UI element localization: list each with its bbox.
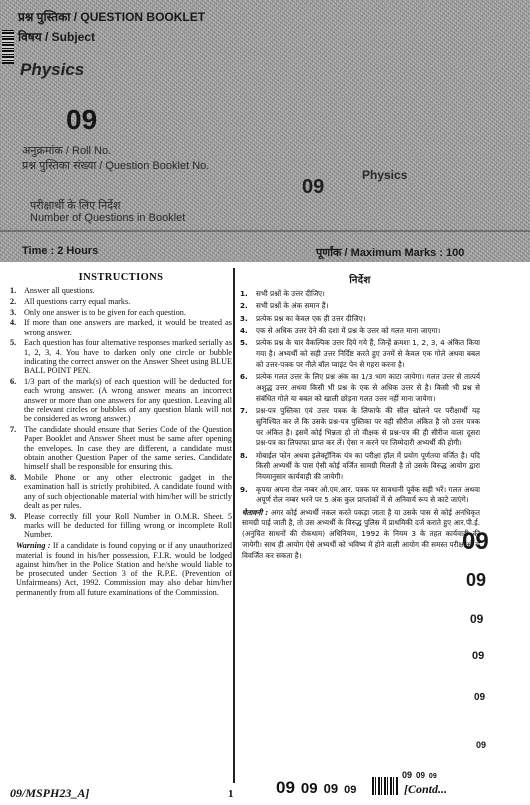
item-number: 9.: [240, 484, 248, 494]
list-item: [10, 425, 232, 471]
item-number: 9.: [10, 511, 17, 521]
subject-name: Physics: [20, 60, 85, 79]
continued-label: [Contd...: [404, 782, 448, 796]
list-item: [240, 314, 480, 325]
booklet-code: 09: [66, 104, 98, 135]
series-code: 09: [323, 781, 339, 796]
list-item: [240, 326, 480, 337]
series-code: 09: [300, 780, 318, 797]
item-text: All questions carry equal marks.: [24, 296, 131, 306]
item-text: एक से अधिक उत्तर देने की दशा में प्रश्न के उत्तर को गलत माना जाएगा।: [256, 325, 441, 335]
column-divider: [233, 268, 235, 783]
roll-number-label: अनुक्रमांक / Roll No.: [22, 145, 112, 157]
booklet-number-label: प्रश्न पुस्तिका संख्या / Question Booklet No.: [22, 160, 210, 172]
series-mark: 09: [472, 650, 485, 662]
list-item: [10, 318, 232, 337]
item-text: Each question has four alternative responses marked serially as 1, 2, 3, 4. You have to darken only one circle or bubble indicating the correct answer on the Answer Sheet using BLUE BALL POINT PEN.: [24, 338, 232, 376]
item-number: 7.: [240, 405, 248, 415]
max-marks-label: पूर्णांक / Maximum Marks : 100: [316, 247, 465, 259]
item-number: 6.: [10, 377, 17, 387]
series-mark: 09: [466, 570, 487, 590]
paper-code: 09/MSPH23_A]: [10, 786, 90, 800]
list-item: [10, 338, 232, 375]
barcode: [2, 30, 14, 64]
item-text: Only one answer is to be given for each question.: [24, 307, 186, 317]
warning-block: [10, 541, 232, 597]
warning-label-hindi: चेतावनी :: [242, 507, 269, 517]
list-item: [10, 377, 232, 423]
item-text: सभी प्रश्नों के अंक समान हैं।: [256, 301, 329, 311]
list-item: [240, 301, 480, 312]
item-text: प्रश्न-पत्र पुस्तिका एवं उत्तर पत्रक के लिफाफे की सील खोलने पर परीक्षार्थी यह सुनिश्चित कर लें कि उसके प्रश्न-पत्र पुस्तिका पर वही सीरीज अंकित है जो उत्तर पत्रक पर अंकित है। इसमें कोई भिन्नता हो तो वीक्षक से प्रश्न-पत्र की ही सीरीज वाला दूसरा प्रश्न-पत्र का लिफाफा प्राप्त कर लें। ऐसा न करने पर जिम्मेदारी अभ्यर्थी की होगी।: [256, 405, 480, 448]
item-text: Answer all questions.: [24, 286, 95, 295]
item-text: Please correctly fill your Roll Number in O.M.R. Sheet. 5 marks will be deducted for filling wrong or incomplete Roll Number.: [24, 511, 232, 540]
warning-text-hindi: अगर कोई अभ्यर्थी नकल करते पकड़ा जाता है या उसके पास से कोई अनधिकृत सामग्री पाई जाती है, तो उस अभ्यर्थी के विरुद्ध पुलिस में प्राथमिकी दर्ज कराते हुए आर.पी.ई. (अनुचित साधनों की रोकथाम) अधिनियम, 1992 के नियम 3 के तहत कार्यवाही की जायेगी। साथ ही आयोग ऐसे अभ्यर्थी को भविष्य में होने वाली आयोग की समस्त परीक्षाओं से विवर्जित कर सकता है।: [242, 507, 480, 560]
item-text: If more than one answers are marked, it would be treated as wrong answer.: [24, 318, 232, 337]
series-code: 09: [276, 778, 295, 797]
item-number: 1.: [240, 289, 248, 298]
candidate-instructions-label: परीक्षार्थी के लिए निर्देश: [30, 200, 121, 212]
item-text: प्रत्येक प्रश्न का केवल एक ही उत्तर दीजिए।: [256, 313, 366, 323]
list-item: [240, 485, 480, 507]
item-number: 2.: [10, 296, 17, 306]
list-item: [240, 372, 480, 404]
item-text: कृपया अपना रोल नम्बर ओ.एम.आर. पत्रक पर सावधानी पूर्वक सही भरें। गलत अथवा अपूर्ण रोल नम्बर भरने पर 5 अंक कुल प्राप्तांकों में से अनिवार्य रूप से काटे जाएंगे।: [256, 484, 480, 505]
warning-text: If a candidate is found copying or if any unauthorized material is found in his/her possession, F.I.R. would be lodged against him/her in the Police Station and he/she would liable to be prosecuted under Section 3 of the R.P.E. (Prevention of Unfairmeans) Act, 1992. Commission may also debar him/her permanently from all future examinations of the Commission.: [16, 541, 233, 597]
item-number: 5.: [240, 338, 248, 348]
list-item: [10, 473, 232, 510]
booklet-top-line: प्रश्न पुस्तिका / QUESTION BOOKLET: [18, 10, 206, 24]
subject-label: विषय / Subject: [18, 30, 96, 44]
series-code: 09: [402, 770, 413, 780]
list-item: [10, 512, 232, 540]
item-number: 6.: [240, 372, 248, 382]
item-text: प्रत्येक प्रश्न के चार वैकल्पिक उत्तर दिये गये हैं, जिन्हें क्रमशः 1, 2, 3, 4 अंकित किया गया है। अभ्यर्थी को सही उत्तर निर्दिष्ट करते हुए उनमें से केवल एक गोले अथवा बबल को उत्तर-पत्रक पर नीले बॉल प्वाइंट पेन से गहरा करना है।: [256, 338, 480, 369]
footer-barcode: [372, 777, 398, 795]
series-code: 09: [344, 784, 357, 796]
series-mark: 09: [470, 612, 484, 626]
item-number: 5.: [10, 338, 17, 348]
item-number: 3.: [10, 307, 17, 317]
series-code: 09: [416, 771, 425, 780]
item-number: 4.: [240, 325, 248, 335]
instructions-title-hindi: निर्देश: [349, 275, 371, 286]
list-item: [10, 286, 232, 295]
header-rule: [0, 230, 530, 232]
instructions-list: [10, 286, 232, 540]
instructions-hindi: [240, 272, 480, 562]
page-number: 1: [228, 788, 234, 800]
subject-name-right: Physics: [362, 168, 408, 182]
list-item: [240, 289, 480, 300]
item-number: 2.: [240, 301, 248, 311]
item-number: 7.: [10, 425, 17, 435]
list-item: [10, 297, 232, 306]
booklet-header: [0, 0, 530, 262]
list-item: [240, 338, 480, 370]
item-text: The candidate should ensure that Series Code of the Question Paper Booklet and Answer Sheet must be same after opening the envelopes. In case they are different, a candidate must obtain another Question Paper of the same series. Candidate himself shall be responsible for ensuring this.: [24, 425, 232, 472]
list-item: [240, 406, 480, 449]
warning-label: Warning :: [16, 541, 51, 551]
item-number: 4.: [10, 318, 17, 328]
list-item: [10, 308, 232, 317]
item-number: 3.: [240, 313, 248, 323]
item-number: 8.: [10, 473, 17, 483]
time-label: Time : 2 Hours: [22, 245, 99, 257]
item-text: मोबाईल फोन अथवा इलेक्ट्रॉनिक यंत्र का परीक्षा हॉल में प्रयोग पूर्णतया वर्जित है। यदि किसी अभ्यर्थी के पास ऐसी कोई वर्जित सामग्री मिलती है तो उसके विरुद्ध आयोग द्वारा नियमानुसार कार्यवाही की जायेगी।: [256, 450, 480, 482]
item-text: सभी प्रश्नों के उत्तर दीजिए।: [256, 289, 325, 298]
instructions-english: [10, 272, 232, 597]
booklet-code-right: 09: [302, 176, 325, 198]
list-item: [240, 451, 480, 483]
item-text: Mobile Phone or any other electronic gadget in the examination hall is strictly prohibited. A candidate found with any of such objectionable material with him/her will be strictly dealt as per rules.: [24, 473, 232, 511]
instructions-list-hindi: [240, 289, 480, 506]
series-mark: 09: [476, 740, 487, 750]
series-mark: 09: [474, 692, 486, 703]
instructions-title: INSTRUCTIONS: [78, 272, 164, 283]
footer-series-codes: [276, 778, 356, 798]
question-count-label: Number of Questions in Booklet: [30, 212, 186, 224]
warning-block-hindi: [240, 508, 480, 562]
item-text: 1/3 part of the mark(s) of each question will be deducted for each wrong answer. (A wrong answer means an incorrect answer or more than one answers for any question. Leaving all the relevant circles or bubbles of any question blank will not be considered as wrong answer.): [24, 377, 232, 424]
series-mark: 09: [462, 528, 489, 555]
footer-series-codes-tail: [402, 770, 437, 780]
item-number: 8.: [240, 450, 248, 460]
series-code: 09: [428, 773, 437, 780]
item-number: 1.: [10, 286, 17, 295]
item-text: प्रत्येक गलत उत्तर के लिए प्रश्न अंक का 1/3 भाग काटा जायेगा। गलत उत्तर से तात्पर्य अशुद्ध उत्तर अथवा किसी भी प्रश्न के एक से अधिक उत्तर से है। किसी भी प्रश्न से संबंधित गोले या बबल को खाली छोड़ना गलत उत्तर नहीं माना जायेगा।: [256, 372, 480, 403]
